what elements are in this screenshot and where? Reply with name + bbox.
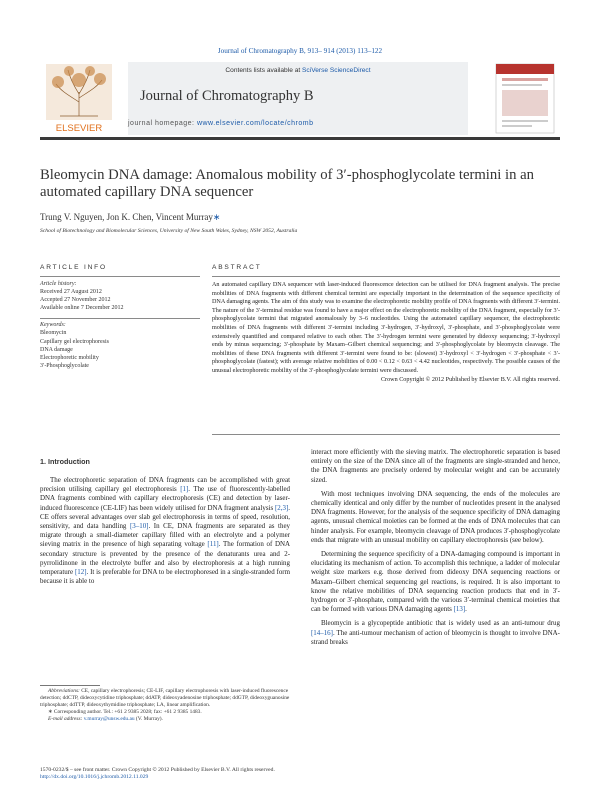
contents-line: Contents lists available at SciVerse ScienceDirect — [225, 67, 371, 74]
keywords-label: Keywords: — [40, 322, 66, 328]
body-column-right — [311, 448, 560, 647]
homepage-line: journal homepage: www.elsevier.com/locate/chromb — [128, 120, 314, 127]
corresponding-author-mark[interactable]: ∗ — [212, 212, 221, 222]
journal-title: Journal of Chromatography B — [140, 88, 314, 104]
keywords — [40, 321, 200, 371]
citation-link[interactable]: [1] — [180, 485, 189, 494]
header-divider — [40, 137, 560, 140]
keyword: Electrophoretic mobility — [40, 355, 99, 362]
paragraph: Bleomycin is a glycopeptide antibiotic that is widely used as an anti-tumour drug [14–16]. The anti-tumour mechanism of action of bleomycin is thought to involve DNA-strand breaks — [311, 619, 560, 646]
divider — [212, 276, 560, 277]
homepage-link[interactable]: www.elsevier.com/locate/chromb — [196, 120, 314, 127]
citation-link[interactable]: [13] — [453, 605, 466, 614]
abstract-body — [212, 281, 560, 384]
paragraph: Determining the sequence specificity of a DNA-damaging compound is important in elucidating its mechanism of action. To accomplish this technique, a ladder of molecular weight size markers e.g. those derived from dideoxy DNA sequencing reactions or Maxam–Gilbert chemical sequencing gel reactions, is required. It is also important to know the relative mobilities of DNA sequencing reaction products that end in 3′-hydrogen or 3′-phosphate, compared with the various 3′-terminal chemical moieties that can be formed with various DNA damaging agents [13]. — [311, 550, 560, 614]
paragraph: The electrophoretic separation of DNA fragments can be accomplished with great precision utilising capillary gel electrophoresis [1]. The use of fluorescently-labelled DNA fragments combined with capillary electrophoresis (CE) and detection by laser-induced fluorescence (CE-LIF) has been widely utilised for DNA fragment analysis [2,3]. CE offers several advantages over slab gel electrophoresis in terms of speed, resolution, sensitivity, and data handling [3–10]. In CE, DNA fragments are separated as they migrate through a small-diameter capillary filled with an electrolyte and a polymer sieving matrix in the presence of high separating voltage [11]. The formation of DNA secondary structure is prevented by the presence of the denaturants urea and 2-pyrrolidinone in the electrolyte buffer and also by electrophoresis at a high running temperature [12]. It is preferable for DNA to be electrophoresed in a single-stranded form because it is able to — [40, 476, 291, 586]
keyword: Capillary gel electrophoresis — [40, 338, 109, 345]
keyword: Bleomycin — [40, 330, 67, 337]
front-matter-line: 1570-0232/$ – see front matter. Crown Copyright © 2012 Published by Elsevier B.V. All rights reserved. — [40, 767, 275, 773]
abbreviations-footnote: Abbreviations: CE, capillary electrophoresis; CE-LIF, capillary electrophoresis with laser-induced fluorescence detection; ddCTP, dideoxycytidine triphosphate; ddATP, dideoxyadenosine triphosphate; ddGTP, dideoxyguanosine triphosphate; ddTTP, dideoxythymidine triphosphate; LA, linear amplification. — [40, 688, 290, 708]
elsevier-logo — [40, 62, 118, 135]
paragraph: interact more efficiently with the sieving matrix. The electrophoretic separation is based entirely on the size of the DNA since all of the fragments are single-stranded and hence, the DNA fragments are precisely ordered by molecular weight and can be accurately sized. — [311, 448, 560, 484]
page-footer — [40, 767, 275, 782]
citation-link[interactable]: [2,3] — [274, 503, 289, 512]
abstract-text: An automated capillary DNA sequencer with laser-induced fluorescence detection can be utilised for DNA fragment analysis. The precise mobilities of DNA fragments with different chemical termini are especially important in the determination of the sequence specificity of DNA damaging agents. The aim of this study was to examine the electrophoretic mobility profile of DNA fragments with different 3′-termini. The nature of the 3′-terminal residue was found to have a major effect on the electrophoretic mobility of the DNA fragment, especially for 3′-phosphoglycolate termini that migrated anomalously by 3–6 nucleotides. Using the automated capillary sequencer, the electrophoretic mobilities of DNA fragments with different 3′-termini including 3′-hydrogen, 3′-hydroxyl, 3′-phosphate, and 3′-phosphoglycolate were extensively quantified and compared relative to each other. The 3′-hydrogen termini were generated by dideoxy sequencing; 3′-hydroxyl ends by minus sequencing; 3′-phosphate by Maxam–Gilbert chemical sequencing; and 3′-phosphoglycolate by bleomycin cleavage. The mobilities of these DNA fragments with different 3′-termini were found to be: (slowest) 3′-hydroxyl < 3′-hydrogen < 3′-phosphate < 3′-phosphoglycolate (fastest); with average relative mobilities of 0.00 < 0.12 < 0.63 < 4.42 nucleotides, respectively. The possible causes of the unusual electrophoretic mobility of the 3′-phosphoglycolate termini were discussed. — [212, 282, 560, 374]
doi-link[interactable]: http://dx.doi.org/10.1016/j.jchromb.2012.11.029 — [40, 774, 149, 781]
email-link[interactable]: v.murray@unsw.edu.au — [83, 716, 135, 722]
author-list: Trung V. Nguyen, Jon K. Chen, Vincent Murray∗ — [40, 212, 221, 222]
received-date: Received 27 August 2012 — [40, 289, 102, 295]
journal-cover-thumbnail — [488, 62, 560, 135]
footnotes — [40, 688, 290, 723]
keyword: DNA damage — [40, 346, 73, 353]
paragraph: With most techniques involving DNA sequencing, the ends of the molecules are chemically identical and only differ by the number of nucleotides present in the analysed DNA fragments. However, for the analysis of the sequence specificity of DNA damaging agents, unusual chemical moieties can be formed at the ends of DNA molecules that can hinder analysis. For example, bleomycin cleavage of DNA produces 3′-phosphoglycolate ends that migrate with an unusual mobility on capillary electrophoresis (see below). — [311, 489, 560, 544]
divider — [40, 318, 200, 319]
email-footnote: E-mail address: v.murray@unsw.edu.au (V. Murray). — [48, 716, 163, 722]
abstract-heading: ABSTRACT — [212, 264, 262, 271]
online-date: Available online 7 December 2012 — [40, 305, 124, 311]
elsevier-wordmark: ELSEVIER — [55, 123, 103, 134]
affiliation: School of Biotechnology and Biomolecular Sciences, University of New South Wales, Sydney, NSW 2052, Australia — [40, 228, 298, 234]
article-info-heading: ARTICLE INFO — [40, 264, 107, 271]
citation-link[interactable]: [3–10] — [129, 522, 149, 531]
history-label: Article history: — [40, 281, 77, 287]
journal-citation[interactable]: Journal of Chromatography B, 913– 914 (2013) 113–122 — [217, 47, 383, 55]
citation-link[interactable]: [14–16] — [311, 628, 333, 637]
accepted-date: Accepted 27 November 2012 — [40, 297, 111, 303]
body-column-left — [40, 476, 290, 586]
keyword: 3′-Phosphoglycolate — [40, 363, 89, 370]
citation-link[interactable]: [12] — [74, 568, 87, 577]
divider — [40, 276, 200, 277]
divider — [212, 434, 560, 435]
footnote-divider — [40, 685, 100, 686]
article-title: Bleomycin DNA damage: Anomalous mobility of 3′-phosphoglycolate termini in an automated capillary DNA sequencer — [40, 167, 534, 200]
article-history — [40, 280, 200, 312]
sciencedirect-link[interactable]: SciVerse ScienceDirect — [302, 67, 371, 74]
corresponding-author-footnote: ∗ Corresponding author. Tel.: +61 2 9385 2028; fax: +61 2 9385 1483. — [48, 709, 202, 715]
citation-link[interactable]: [11] — [207, 540, 219, 549]
section-heading: 1. Introduction — [40, 457, 90, 466]
copyright-line: Crown Copyright © 2012 Published by Elsevier B.V. All rights reserved. — [380, 376, 560, 383]
